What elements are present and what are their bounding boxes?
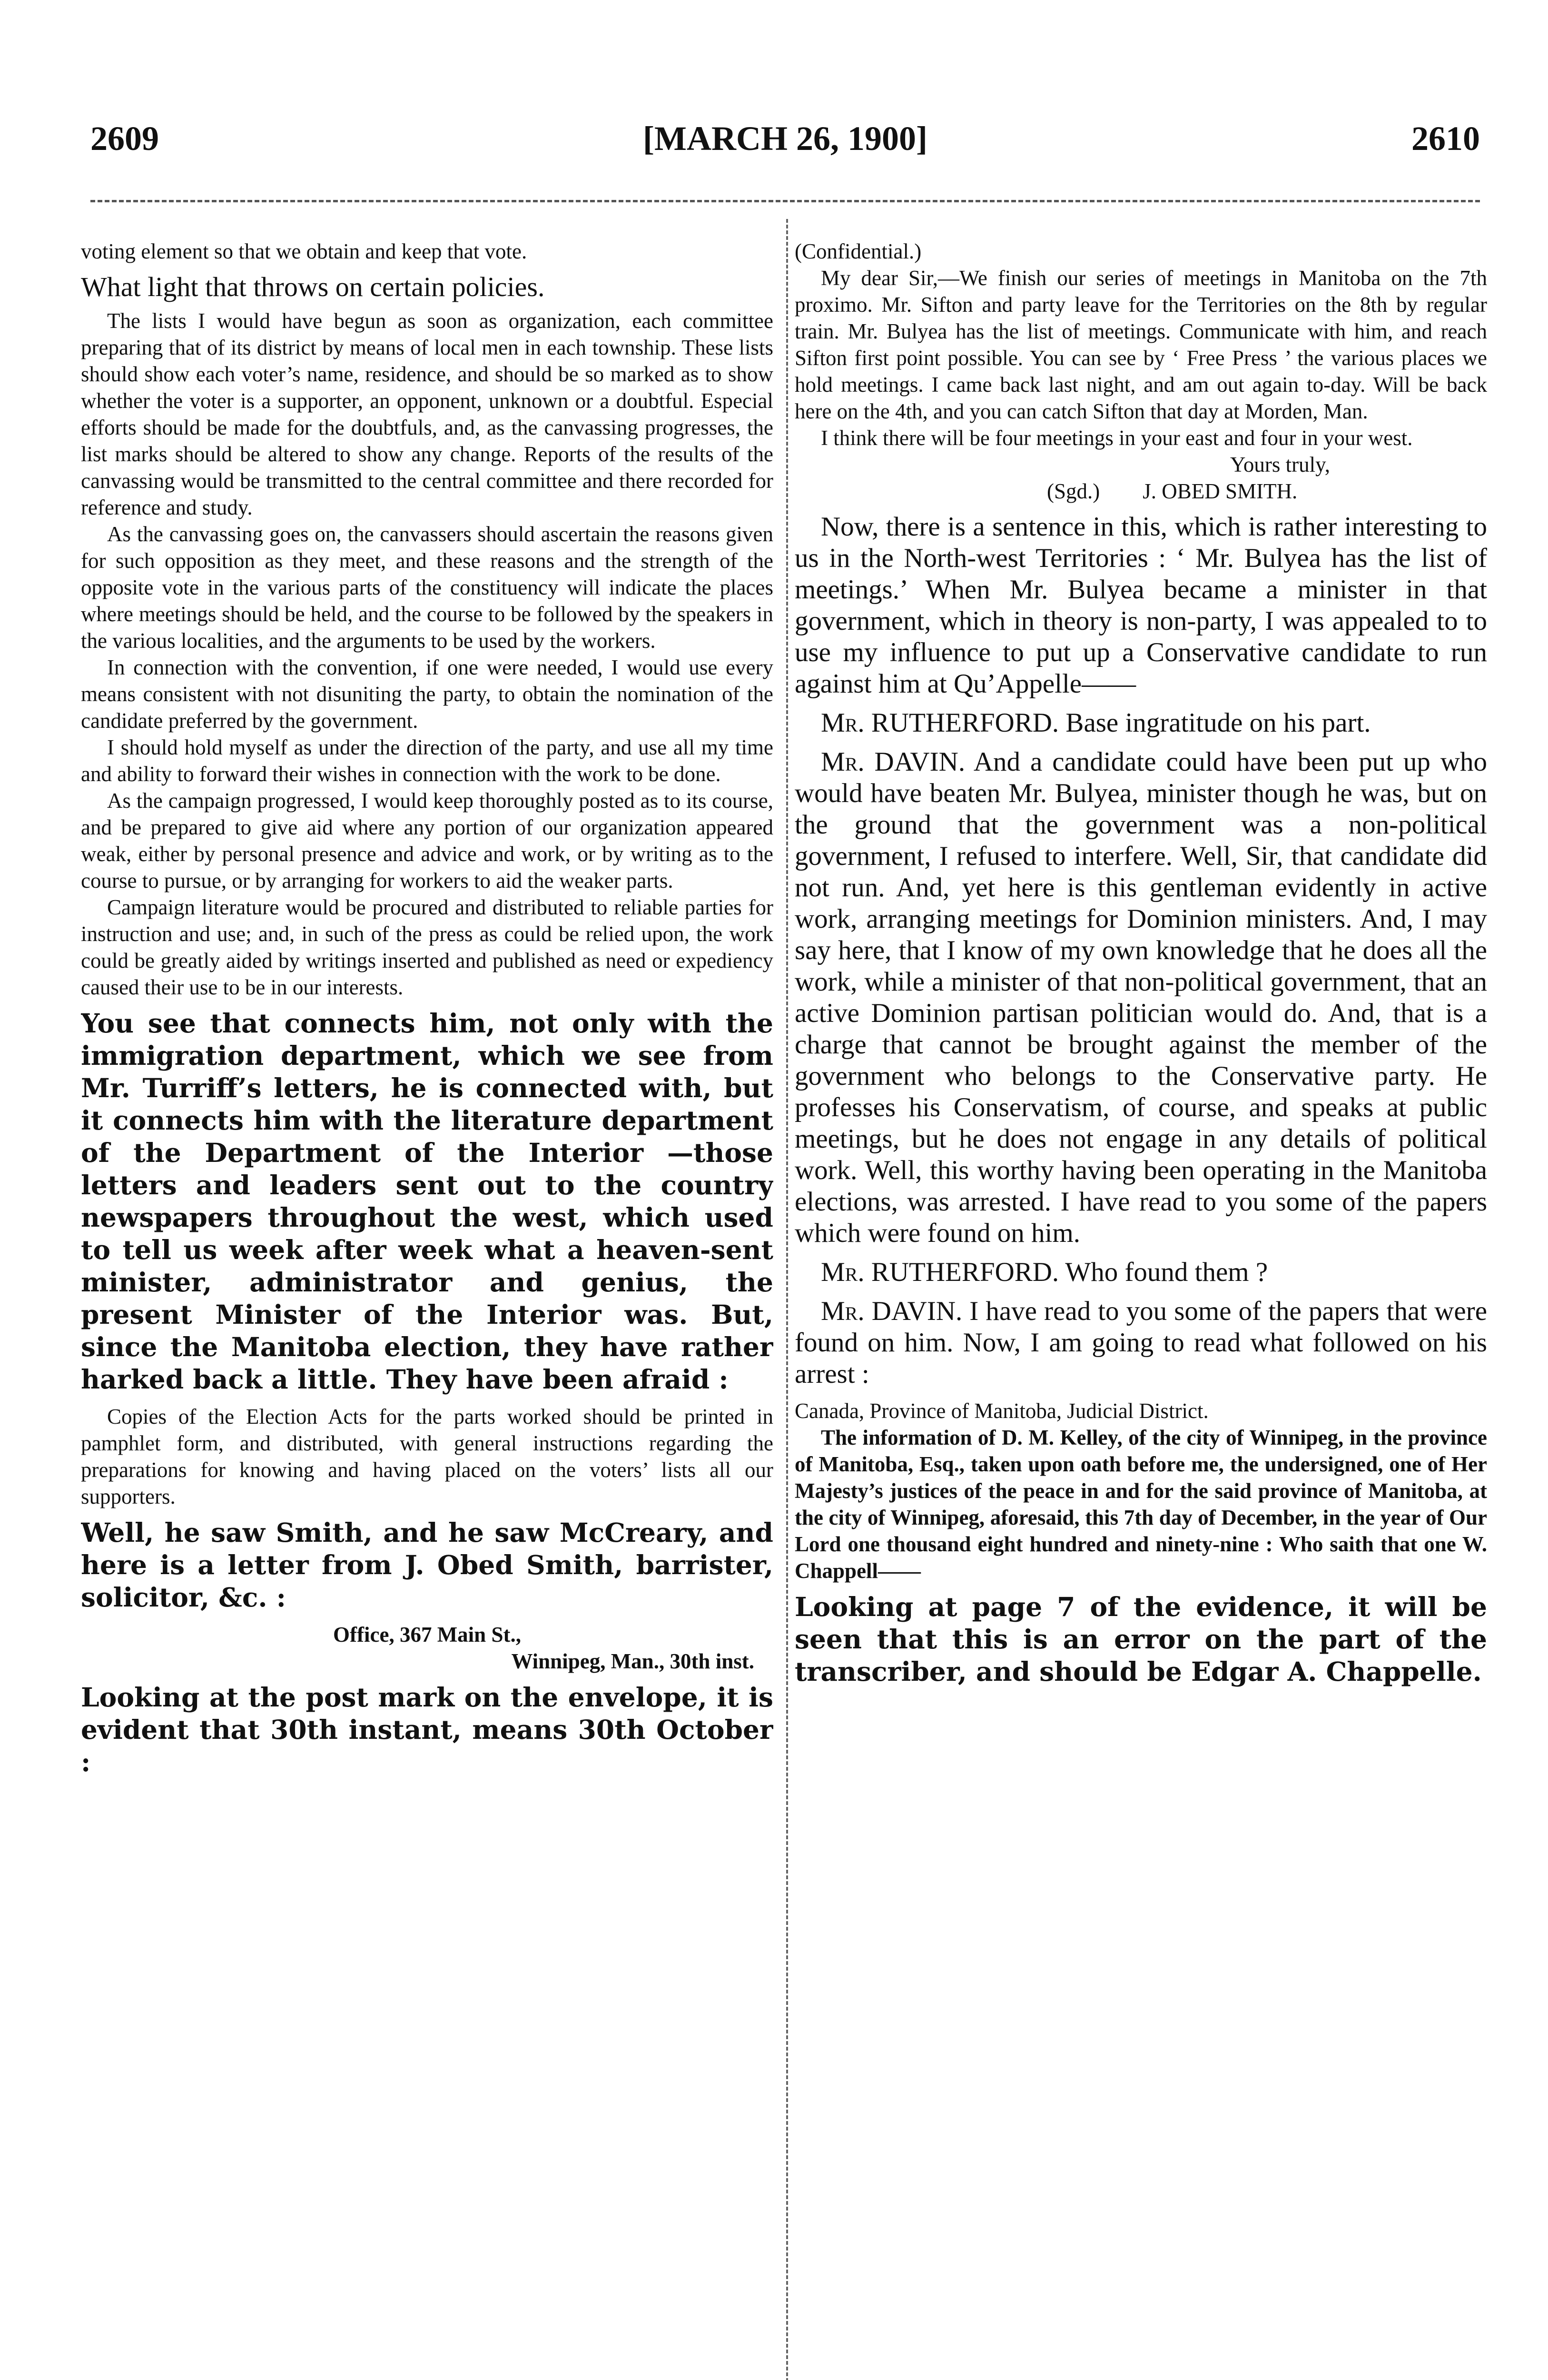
quoted-paragraph: As the campaign progressed, I would keep thoroughly posted as to its course, and be prepared to give aid where any portion of our organization appeared weak, either by personal presence and advice and work, or by writing as to the course to pursue, or by arranging for workers to aid the weaker parts. [81,789,773,892]
speech-paragraph: You see that connects him, not only with the immigration department, which we see from Mr. Turriff’s letters, he is connected with, but it connects him with the literature department of the Department of the Interior —those letters and leaders sent out to the country newspapers throughout the west, which used to tell us week after week what a heaven-sent minister, administrator and genius, the present Minister of the Interior was. But, since the Manitoba election, they have rather harked back a little. They have been afraid : [81,1008,773,1395]
speaker-name: Mr. DAVIN. [821,747,966,777]
speaker-name: Mr. RUTHERFORD. [821,708,1059,738]
paragraph: voting element so that we obtain and keep that vote. [81,239,527,263]
page-number-left: 2609 [90,119,159,158]
speech-paragraph [795,1257,1487,1288]
quoted-paragraph: Campaign literature would be procured and distributed to reliable parties for instruction and use; and, in such of the press as could be relied upon, the work could be greatly aided by writings inserted and published as need or expediency caused their use to be in our interests. [81,895,773,999]
speech-text: And a candidate could have been put up who would have beaten Mr. Bulyea, minister though he was, but on the ground that the government was a non-political government, I refused to interfere. Well, Sir, that candidate did not run. And, yet here is this gentleman evidently in active work, arranging meetings for Dominion ministers. And, I may say here, that I know of my own knowledge that he does all the work, while a minister of that non-political government, that an active Dominion partisan politician would do. And, that is a charge that cannot be brought against the member of the government who belongs to the Conservative party. He professes his Conservatism, of course, and speaks at public meetings, but he does not engage in any details of political work. Well, this worthy having been operating in the Manitoba elections, was arrested. I have read to you some of the papers which were found on him. [795,747,1487,1248]
header-rule [90,200,1480,202]
page-number-right: 2610 [1411,119,1480,158]
speech-text: I have read to you some of the papers that were found on him. Now, I am going to read what followed on his arrest : [795,1296,1487,1389]
letter-address-line: Winnipeg, Man., 30th inst. [511,1649,754,1673]
header-date: [MARCH 26, 1900] [643,119,927,158]
speech-paragraph [795,707,1487,739]
speech-paragraph: Now, there is a sentence in this, which is rather interesting to us in the North-west Territories : ‘ Mr. Bulyea has the list of meetings.’ When Mr. Bulyea became a minister in that government, which in theory is non-party, I was appealed to to use my influence to put up a Conservative candidate to run against him at Qu’Appelle—— [795,512,1487,699]
court-document-text: The information of D. M. Kelley, of the city of Winnipeg, in the province of Manitoba, Esq., taken upon oath before me, the undersigned, one of Her Majesty’s justices of the peace in and for the said province of Manitoba, at the city of Winnipeg, aforesaid, this 7th day of December, in the year of Our Lord one thousand eight hundred and ninety-nine : Who saith that one W. Chappell—— [795,1426,1487,1583]
left-column [81,238,773,1778]
letter-paragraph: I think there will be four meetings in your east and four in your west. [821,426,1413,450]
letter-address-line: Office, 367 Main St., [333,1623,521,1646]
quoted-paragraph: In connection with the convention, if one were needed, I would use every means consistent with not disuniting the party, to obtain the nomination of the candidate preferred by the government. [81,655,773,733]
letter-paragraph: My dear Sir,—We finish our series of meetings in Manitoba on the 7th proximo. Mr. Sifton and party leave for the Territories on the 8th by regular train. Mr. Bulyea has the list of meetings. Communicate with him, and reach Sifton first point possible. You can see by ‘ Free Press ’ the various places we hold meetings. I came back last night, and am out again to-day. Will be back here on the 4th, and you can catch Sifton that day at Morden, Man. [795,266,1487,423]
column-divider [786,219,788,2380]
speech-paragraph: Looking at page 7 of the evidence, it will be seen that this is an error on the part of the transcriber, and should be Edgar A. Chappelle. [795,1591,1487,1687]
letter-signature: (Sgd.) J. OBED SMITH. [1047,479,1298,503]
quoted-paragraph: The lists I would have begun as soon as organization, each committee preparing that of its district by means of local men in each township. These lists should show each voter’s name, residence, and should be so marked as to show whether the voter is a supporter, an opponent, unknown or a doubtful. Especial efforts should be made for the doubtfuls, and, as the canvassing progresses, the list marks should be altered to show any change. Reports of the results of the canvassing would be transmitted to the central committee and there recorded for reference and study. [81,309,773,519]
speech-text: Who found them ? [1059,1257,1268,1287]
court-document-heading: Canada, Province of Manitoba, Judicial District. [795,1399,1209,1423]
speech-text: Base ingratitude on his part. [1059,708,1371,738]
page-header [90,119,1480,171]
right-column [795,238,1487,1688]
speaker-name: Mr. RUTHERFORD. [821,1257,1059,1287]
confidential-label: (Confidential.) [795,239,922,263]
speech-paragraph [795,746,1487,1249]
speech-paragraph [795,1296,1487,1390]
quoted-paragraph: As the canvassing goes on, the canvassers should ascertain the reasons given for such opposition as they meet, and these reasons and the strength of the opposite vote in the various parts of the constituency will indicate the places where meetings should be held, and the course to be followed by the speakers in the various localities, and the arguments to be used by the workers. [81,522,773,653]
speech-paragraph: Well, he saw Smith, and he saw McCreary, and here is a letter from J. Obed Smith, barrister, solicitor, &c. : [81,1517,773,1613]
speaker-name: Mr. DAVIN. [821,1296,963,1326]
quoted-paragraph: I should hold myself as under the direction of the party, and use all my time and ability to forward their wishes in connection with the work to be done. [81,735,773,786]
quoted-paragraph: Copies of the Election Acts for the parts worked should be printed in pamphlet form, and distributed, with general instructions regarding the preparations for knowing and having placed on the voters’ lists all our supporters. [81,1405,773,1508]
speech-paragraph: Looking at the post mark on the envelope, it is evident that 30th instant, means 30th October : [81,1682,773,1777]
letter-closing: Yours truly, [1230,453,1330,476]
subheading: What light that throws on certain policies. [81,271,545,302]
